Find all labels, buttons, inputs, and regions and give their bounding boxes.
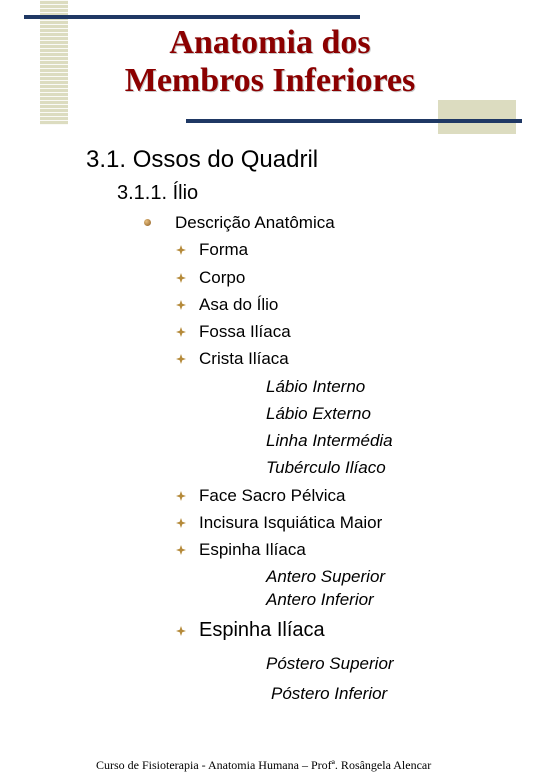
- star-bullet-icon: [176, 491, 186, 501]
- star-bullet-icon: [176, 626, 186, 636]
- espinha-sub-item: Antero Inferior: [266, 590, 374, 609]
- espinha-sub-item: Antero Superior: [266, 567, 386, 586]
- list-item-fossa: Fossa Ilíaca: [199, 322, 291, 341]
- espinha-sub-item: Póstero Superior: [266, 654, 394, 673]
- star-bullet-icon: [176, 327, 186, 337]
- list-item-asa: Asa do Ílio: [199, 295, 279, 314]
- slide-title-line1: Anatomia dos: [169, 24, 371, 61]
- star-bullet-icon: [176, 518, 186, 528]
- list-item-forma: Forma: [199, 240, 249, 259]
- star-bullet-icon: [176, 245, 186, 255]
- round-bullet-icon: [144, 219, 151, 226]
- topic-heading: Descrição Anatômica: [175, 213, 335, 232]
- star-bullet-icon: [176, 273, 186, 283]
- star-bullet-icon: [176, 300, 186, 310]
- espinha-sub-item: Póstero Inferior: [271, 684, 388, 703]
- crista-sub-item: Linha Intermédia: [266, 431, 393, 450]
- footer-credit: Curso de Fisioterapia - Anatomia Humana – Profª. Rosângela Alencar: [96, 758, 432, 772]
- subsection-heading: 3.1.1. Ílio: [117, 182, 199, 204]
- list-item-face: Face Sacro Pélvica: [199, 486, 346, 505]
- decorative-square: [438, 100, 516, 134]
- slide-title-line2: Membros Inferiores: [124, 62, 416, 99]
- crista-sub-item: Lábio Externo: [266, 404, 371, 423]
- top-rule: [24, 15, 360, 19]
- list-item-crista: Crista Ilíaca: [199, 349, 289, 368]
- bottom-rule: [186, 119, 522, 123]
- list-item-espinha: Espinha Ilíaca: [199, 540, 306, 559]
- list-item-incisura: Incisura Isquiática Maior: [199, 513, 383, 532]
- star-bullet-icon: [176, 354, 186, 364]
- star-bullet-icon: [176, 545, 186, 555]
- section-heading: 3.1. Ossos do Quadril: [86, 146, 319, 173]
- crista-sub-item: Tubérculo Ilíaco: [266, 458, 386, 477]
- crista-sub-item: Lábio Interno: [266, 377, 366, 396]
- list-item-espinha-2: Espinha Ilíaca: [199, 619, 325, 641]
- list-item-corpo: Corpo: [199, 268, 246, 287]
